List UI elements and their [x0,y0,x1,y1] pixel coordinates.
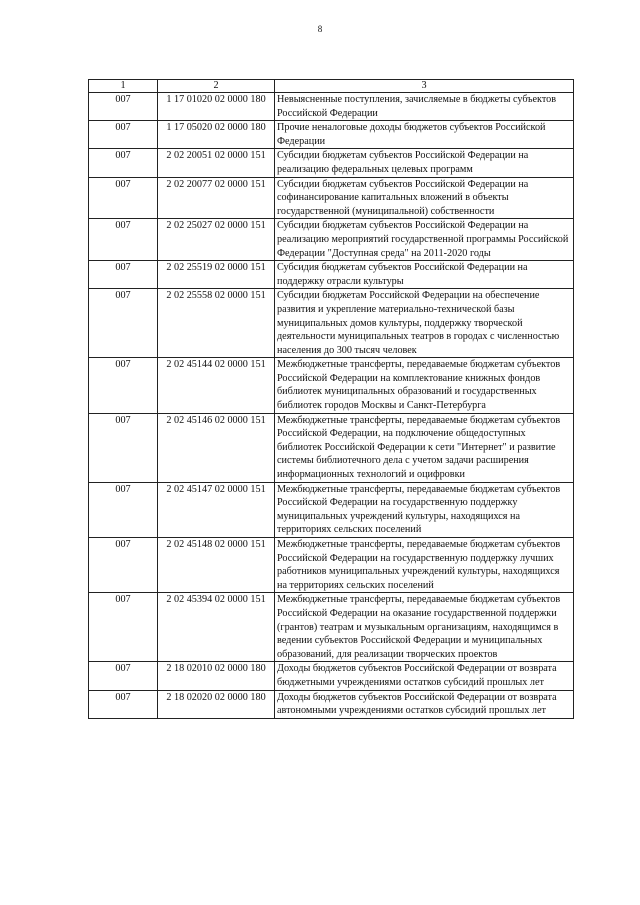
table-row [89,219,574,261]
table-row [89,149,574,177]
revenue-name-cell: Субсидии бюджетам Российской Федерации на обеспечение развития и укрепление материально-технической базы муниципальных домов культуры, поддержку творческой деятельности муниципальных театров в городах с численностью населения до 300 тысяч человек [275,289,574,358]
admin-code-cell: 007 [89,149,158,177]
table-row [89,93,574,121]
admin-code-cell: 007 [89,358,158,413]
table-row [89,177,574,219]
table-row [89,482,574,537]
budget-code-cell: 2 02 20077 02 0000 151 [158,177,275,219]
budget-code-cell: 2 18 02010 02 0000 180 [158,662,275,690]
table-row [89,289,574,358]
budget-code-cell: 2 02 45394 02 0000 151 [158,593,275,662]
column-header-2: 2 [158,80,275,93]
table-row [89,593,574,662]
revenue-name-cell: Субсидии бюджетам субъектов Российской Федерации на софинансирование капитальных вложений в объекты государственной (муниципальной) собственности [275,177,574,219]
table-header-row [89,80,574,93]
admin-code-cell: 007 [89,593,158,662]
budget-code-cell: 1 17 01020 02 0000 180 [158,93,275,121]
column-header-1: 1 [89,80,158,93]
budget-code-cell: 2 02 45147 02 0000 151 [158,482,275,537]
budget-code-cell: 2 02 45146 02 0000 151 [158,413,275,482]
budget-code-cell: 2 02 25027 02 0000 151 [158,219,275,261]
table-row [89,358,574,413]
revenue-name-cell: Субсидии бюджетам субъектов Российской Федерации на реализацию федеральных целевых программ [275,149,574,177]
table-row [89,538,574,593]
revenue-name-cell: Субсидии бюджетам субъектов Российской Федерации на реализацию мероприятий государственной программы Российской Федерации "Доступная среда" на 2011-2020 годы [275,219,574,261]
admin-code-cell: 007 [89,219,158,261]
admin-code-cell: 007 [89,121,158,149]
table-row [89,690,574,718]
budget-code-cell: 2 02 45144 02 0000 151 [158,358,275,413]
budget-code-cell: 2 02 45148 02 0000 151 [158,538,275,593]
revenue-name-cell: Межбюджетные трансферты, передаваемые бюджетам субъектов Российской Федерации на оказание государственной поддержки (грантов) театрам и музыкальным организациям, находящимся в ведении субъектов Российской Федерации и муниципальных образований, для реализации творческих проектов [275,593,574,662]
admin-code-cell: 007 [89,690,158,718]
table-row [89,662,574,690]
table-row [89,261,574,289]
budget-code-cell: 2 02 25558 02 0000 151 [158,289,275,358]
budget-code-cell: 2 02 20051 02 0000 151 [158,149,275,177]
admin-code-cell: 007 [89,289,158,358]
revenue-codes-table [88,79,574,719]
admin-code-cell: 007 [89,482,158,537]
column-header-3: 3 [275,80,574,93]
admin-code-cell: 007 [89,538,158,593]
page-number: 8 [317,24,323,34]
revenue-name-cell: Прочие неналоговые доходы бюджетов субъектов Российской Федерации [275,121,574,149]
admin-code-cell: 007 [89,261,158,289]
admin-code-cell: 007 [89,93,158,121]
revenue-name-cell: Субсидия бюджетам субъектов Российской Федерации на поддержку отрасли культуры [275,261,574,289]
budget-code-cell: 2 02 25519 02 0000 151 [158,261,275,289]
table-row [89,413,574,482]
admin-code-cell: 007 [89,177,158,219]
revenue-name-cell: Межбюджетные трансферты, передаваемые бюджетам субъектов Российской Федерации, на подключение общедоступных библиотек Российской Федерации к сети "Интернет" и развитие системы библиотечного дела с учетом задачи расширения информационных технологий и оцифровки [275,413,574,482]
revenue-name-cell: Доходы бюджетов субъектов Российской Федерации от возврата бюджетными учреждениями остатков субсидий прошлых лет [275,662,574,690]
revenue-name-cell: Невыясненные поступления, зачисляемые в бюджеты субъектов Российской Федерации [275,93,574,121]
budget-code-cell: 1 17 05020 02 0000 180 [158,121,275,149]
admin-code-cell: 007 [89,413,158,482]
budget-code-cell: 2 18 02020 02 0000 180 [158,690,275,718]
revenue-name-cell: Межбюджетные трансферты, передаваемые бюджетам субъектов Российской Федерации на комплектование книжных фондов библиотек муниципальных образований и государственных библиотек городов Москвы и Санкт-Петербурга [275,358,574,413]
table-row [89,121,574,149]
revenue-name-cell: Доходы бюджетов субъектов Российской Федерации от возврата автономными учреждениями остатков субсидий прошлых лет [275,690,574,718]
table-body [89,93,574,719]
revenue-name-cell: Межбюджетные трансферты, передаваемые бюджетам субъектов Российской Федерации на государственную поддержку муниципальных учреждений культуры, находящихся на территориях сельских поселений [275,482,574,537]
revenue-name-cell: Межбюджетные трансферты, передаваемые бюджетам субъектов Российской Федерации на государственную поддержку лучших работников муниципальных учреждений культуры, находящихся на территориях сельских поселений [275,538,574,593]
admin-code-cell: 007 [89,662,158,690]
